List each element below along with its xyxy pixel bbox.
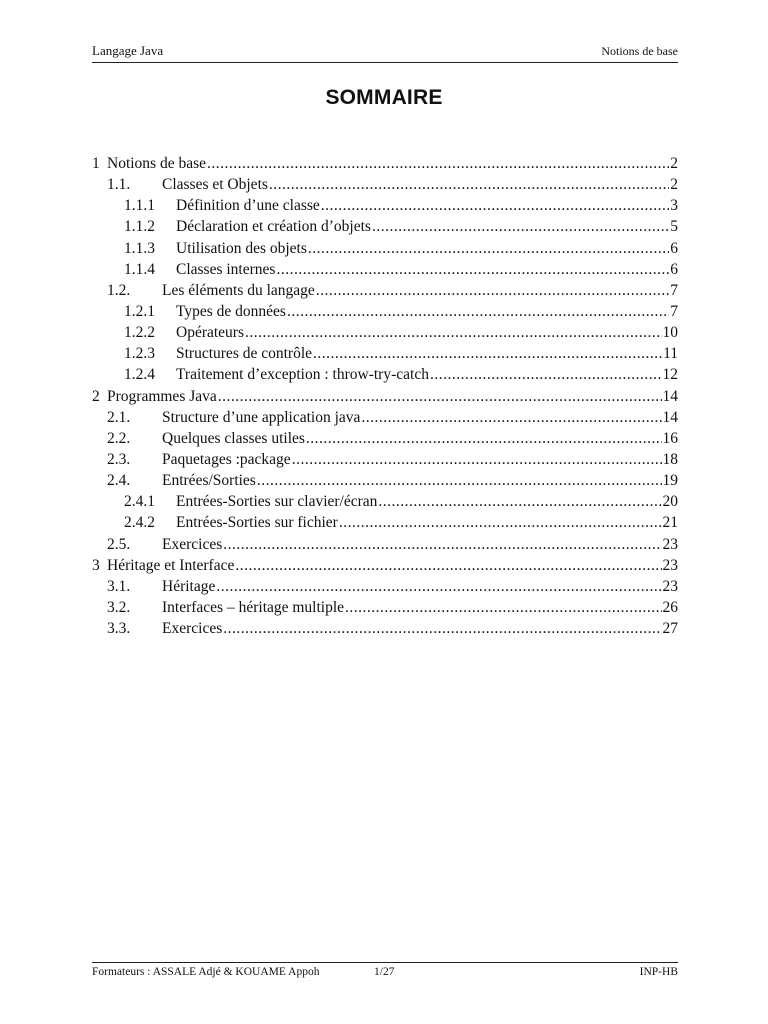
toc-entry-label: Entrées-Sorties sur clavier/écran [176,493,378,511]
toc-entry[interactable] [92,282,678,303]
toc-dot-leader [207,155,669,173]
toc-entry[interactable] [92,557,678,578]
toc-entry-page: 18 [662,450,678,468]
toc-entry-page: 7 [670,302,678,320]
toc-entry[interactable] [92,388,678,409]
toc-entry-number: 1.2.3 [124,345,155,363]
toc-entry-number: 1.2.2 [124,324,155,342]
toc-entry[interactable] [92,578,678,599]
page-footer [92,962,678,981]
toc-entry-page: 6 [670,260,678,278]
toc-entry[interactable] [92,514,678,535]
toc-dot-leader [372,218,669,236]
toc-entry[interactable] [92,472,678,493]
toc-entry-page: 6 [670,239,678,257]
toc-entry-page: 21 [662,514,678,532]
toc-entry[interactable] [92,430,678,451]
toc-entry[interactable] [92,620,678,641]
toc-dot-leader [287,303,669,321]
toc-entry-number: 3.2. [107,598,131,616]
toc-dot-leader [321,197,669,215]
toc-entry-page: 7 [670,281,678,299]
toc-entry[interactable] [92,536,678,557]
toc-entry-number: 2.1. [107,408,131,426]
toc-entry[interactable] [92,240,678,261]
toc-dot-leader [292,451,662,469]
toc-entry-page: 26 [662,598,678,616]
toc-entry-number: 1.2. [107,281,131,299]
toc-dot-leader [218,388,662,406]
toc-dot-leader [223,536,661,554]
toc-entry-number: 1.1.2 [124,218,155,236]
toc-entry-number: 1.1.4 [124,260,155,278]
toc-entry-label: Programmes Java [107,387,217,405]
toc-dot-leader [316,282,669,300]
toc-entry-page: 23 [662,535,678,553]
toc-dot-leader [269,176,669,194]
toc-entry-label: Quelques classes utiles [162,429,305,447]
toc-dot-leader [306,430,662,448]
toc-entry-label: Entrées-Sorties sur fichier [176,514,338,532]
header-right-text: Notions de base [601,44,678,58]
toc-entry-page: 12 [662,366,678,384]
toc-entry-number: 2 [92,387,100,405]
toc-entry-label: Héritage et Interface [107,556,235,574]
toc-entry-number: 1.2.4 [124,366,155,384]
toc-entry-label: Exercices [162,620,223,638]
toc-entry-page: 2 [670,155,678,172]
toc-entry-page: 23 [662,556,678,574]
toc-entry[interactable] [92,303,678,324]
toc-dot-leader [308,240,669,258]
toc-dot-leader [257,472,662,490]
toc-entry[interactable] [92,599,678,620]
toc-entry[interactable] [92,324,678,345]
toc-entry[interactable] [92,218,678,239]
toc-entry-label: Interfaces – héritage multiple [162,598,345,616]
toc-entry-number: 1.1.1 [124,197,155,215]
toc-entry-label: Utilisation des objets [176,239,307,257]
toc-entry-number: 3.1. [107,577,131,595]
toc-dot-leader [345,599,661,617]
toc-entry-page: 27 [662,620,678,638]
toc-entry[interactable] [92,409,678,430]
toc-entry[interactable] [92,366,678,387]
footer-institution: INP-HB [639,966,678,978]
toc-entry-page: 23 [662,577,678,595]
toc-entry-page: 20 [662,493,678,511]
toc-entry-label: Types de données [176,302,286,320]
toc-entry-number: 3 [92,556,100,574]
toc-entry-page: 5 [670,218,678,236]
toc-entry-page: 14 [662,408,678,426]
toc-entry[interactable] [92,176,678,197]
toc-entry-page: 3 [670,197,678,215]
table-of-contents [92,155,678,641]
toc-entry-label: Traitement d’exception : throw-try-catch [176,366,429,384]
toc-dot-leader [216,578,661,596]
toc-dot-leader [245,324,662,342]
toc-entry-number: 1 [92,155,100,172]
toc-entry-page: 2 [670,176,678,194]
toc-entry[interactable] [92,261,678,282]
toc-dot-leader [276,261,669,279]
toc-entry-label: Définition d’une classe [176,197,320,215]
toc-entry-label: Classes et Objets [162,176,268,194]
toc-entry-label: Exercices [162,535,223,553]
footer-page-number: 1/27 [374,966,395,978]
toc-entry-page: 16 [662,429,678,447]
toc-entry-number: 2.4.2 [124,514,155,532]
toc-dot-leader [361,409,661,427]
toc-entry-number: 2.4.1 [124,493,155,511]
toc-entry-label: Paquetages :package [162,450,291,468]
toc-dot-leader [223,620,661,638]
toc-entry-page: 14 [662,387,678,405]
toc-entry-label: Héritage [162,577,216,595]
toc-entry[interactable] [92,197,678,218]
toc-entry-number: 1.1. [107,176,131,194]
toc-entry-label: Les éléments du langage [162,281,315,299]
toc-entry-number: 3.3. [107,620,131,638]
page-title: SOMMAIRE [325,86,443,109]
toc-entry-number: 1.2.1 [124,302,155,320]
toc-entry-page: 10 [662,324,678,342]
toc-entry-label: Classes internes [176,260,276,278]
header-left-text: Langage Java [92,43,164,58]
toc-entry-number: 2.5. [107,535,131,553]
toc-dot-leader [339,514,662,532]
toc-entry-label: Notions de base [107,155,207,172]
toc-entry-number: 2.2. [107,429,131,447]
toc-dot-leader [430,366,662,384]
toc-entry[interactable] [92,451,678,472]
toc-entry-number: 1.1.3 [124,239,155,257]
toc-entry-page: 11 [663,345,678,363]
toc-entry-label: Déclaration et création d’objets [176,218,371,236]
toc-entry-page: 19 [662,472,678,490]
toc-entry[interactable] [92,493,678,514]
toc-entry[interactable] [92,345,678,366]
toc-entry-label: Entrées/Sorties [162,472,256,490]
page-header [92,42,678,63]
toc-dot-leader [235,557,661,575]
toc-entry-number: 2.4. [107,472,131,490]
toc-dot-leader [313,345,662,363]
toc-dot-leader [378,493,661,511]
footer-authors: Formateurs : ASSALE Adjé & KOUAME Appoh [92,966,320,978]
toc-entry-label: Structure d’une application java [162,408,361,426]
toc-entry-label: Structures de contrôle [176,345,313,363]
toc-entry-number: 2.3. [107,450,131,468]
toc-entry-label: Opérateurs [176,324,244,342]
toc-entry[interactable] [92,155,678,176]
